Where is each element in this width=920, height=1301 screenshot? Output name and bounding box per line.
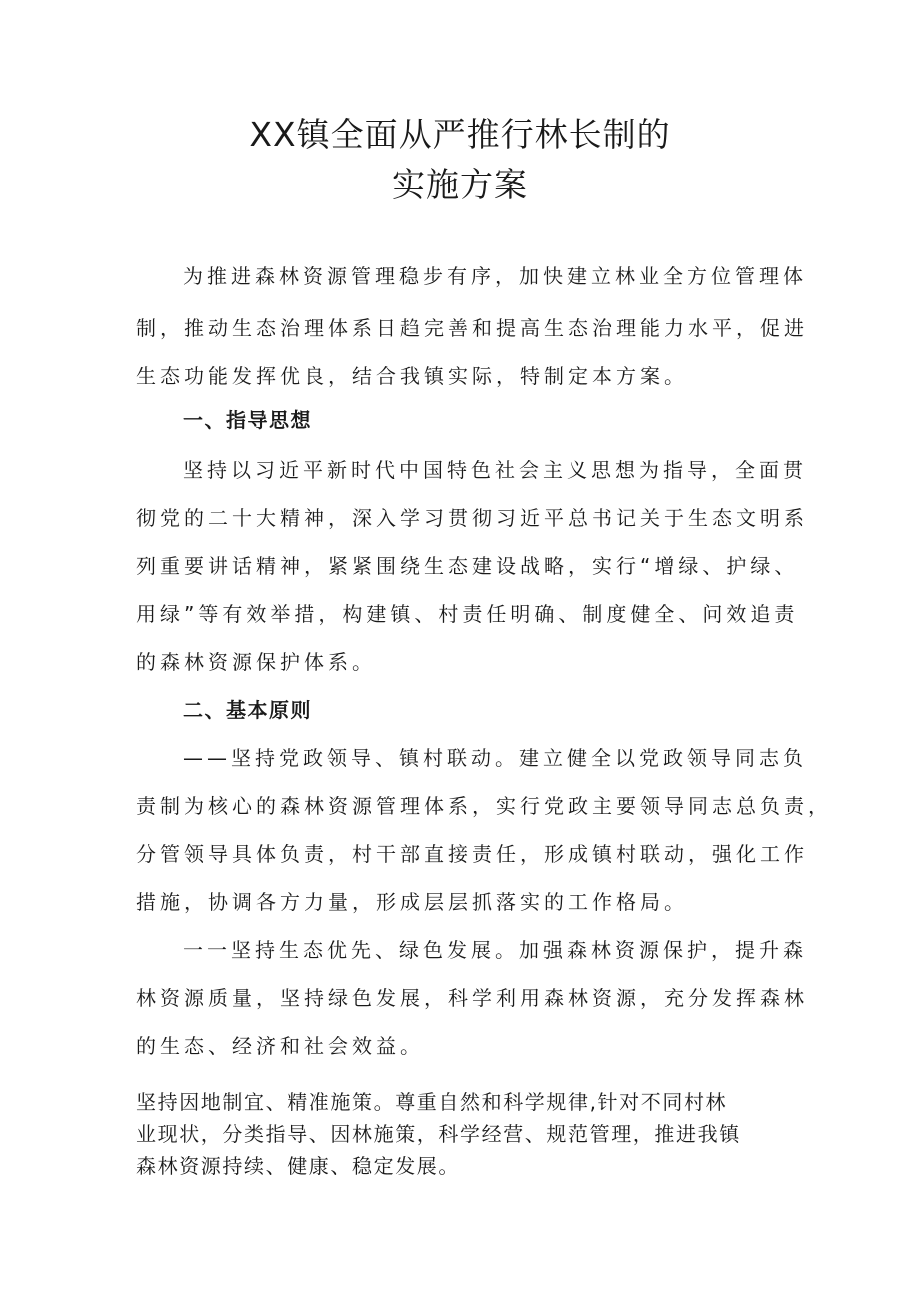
document-title-line-2: 实施方案 [392, 165, 528, 204]
section-1-line-4: 用绿”等有效举措，构建镇、村责任明确、制度健全、问效追责 [136, 602, 799, 626]
document-title-line-1: XX镇全面从严推行林长制的 [249, 115, 671, 154]
principle-3-line-2: 业现状，分类指导、因林施策，科学经营、规范管理，推进我镇 [136, 1122, 741, 1146]
intro-line-3: 生态功能发挥优良，结合我镇实际，特制定本方案。 [136, 364, 688, 388]
section-1-line-3: 列重要讲话精神，紧紧围绕生态建设战略，实行“增绿、护绿、 [136, 554, 799, 578]
section-1-line-1: 坚持以习近平新时代中国特色社会主义思想为指导，全面贯 [183, 458, 807, 482]
principle-2-line-1: 一一坚持生态优先、绿色发展。加强森林资源保护，提升森 [183, 938, 807, 962]
section-1-line-2: 彻党的二十大精神，深入学习贯彻习近平总书记关于生态文明系 [136, 506, 808, 530]
principle-1-line-1: ——坚持党政领导、镇村联动。建立健全以党政领导同志负 [183, 746, 807, 770]
principle-1-line-2: 责制为核心的森林资源管理体系，实行党政主要领导同志总负责， [136, 794, 832, 818]
principle-3-line-3: 森林资源持续、健康、稳定发展。 [136, 1154, 460, 1178]
section-1-heading: 一、指导思想 [183, 408, 312, 432]
principle-1-line-4: 措施，协调各方力量，形成层层抓落实的工作格局。 [136, 890, 688, 914]
principle-2-line-2: 林资源质量，坚持绿色发展，科学利用森林资源，充分发挥森林 [136, 986, 808, 1010]
intro-line-1: 为推进森林资源管理稳步有序，加快建立林业全方位管理体 [183, 264, 807, 288]
principle-3-line-1: 坚持因地制宜、精准施策。尊重自然和科学规律,针对不同村林 [136, 1090, 728, 1114]
principle-2-line-3: 的生态、经济和社会效益。 [136, 1034, 424, 1058]
principle-1-line-3: 分管领导具体负责，村干部直接责任，形成镇村联动，强化工作 [136, 842, 808, 866]
intro-line-2: 制，推动生态治理体系日趋完善和提高生态治理能力水平，促进 [136, 316, 808, 340]
section-1-line-5: 的森林资源保护体系。 [136, 650, 376, 674]
section-2-heading: 二、基本原则 [183, 698, 312, 722]
